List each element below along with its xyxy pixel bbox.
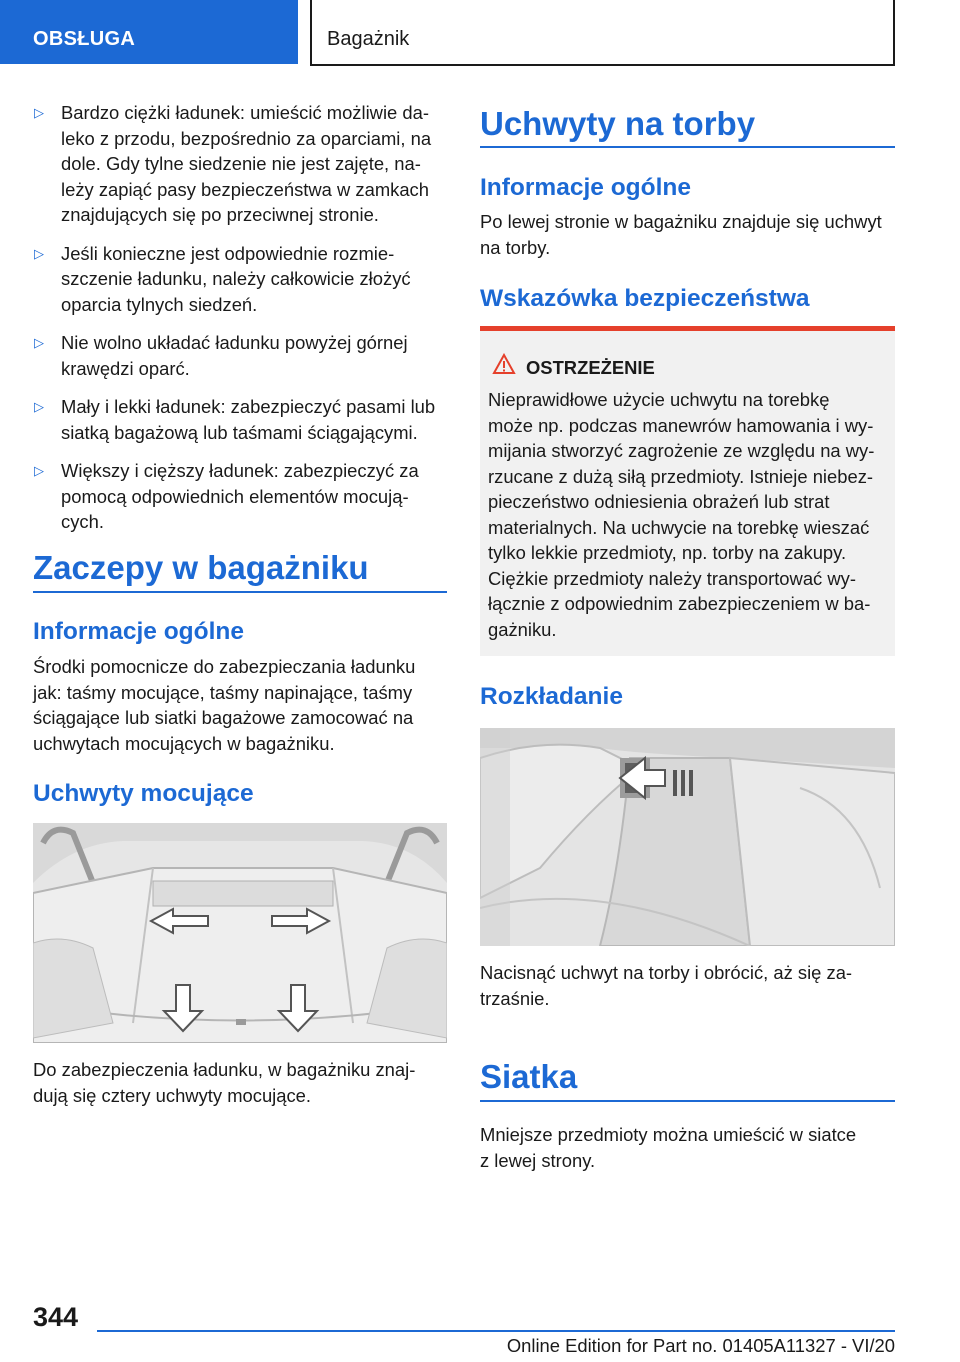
footer-rule	[97, 1330, 895, 1332]
chapter-title: Bagażnik	[327, 28, 410, 50]
bag-hook-figure	[480, 728, 895, 946]
warning-text	[488, 387, 888, 642]
bullet-item	[33, 458, 447, 535]
text-line: krawędzi oparć.	[61, 357, 190, 379]
text-line: ściągające lub siatki bagażowe zamocować na	[33, 707, 414, 728]
warning-triangle-icon	[492, 353, 516, 375]
text-line: oparcia tylnych siedzeń.	[61, 293, 258, 315]
bullet-triangle-icon: ▷	[34, 463, 44, 478]
subheading-info: Informacje ogólne	[480, 174, 692, 201]
text-line: uchwytach mocujących w bagażniku.	[33, 732, 335, 754]
subheading-mounts: Uchwyty mocujące	[33, 780, 254, 807]
section-rule	[480, 1100, 895, 1102]
bullet-item	[33, 394, 447, 445]
text-line: gażniku.	[488, 618, 557, 640]
section-tab	[0, 0, 298, 64]
text-line: leko z przodu, bezpośrednio za oparciami, na	[61, 127, 432, 149]
text-line: Mniejsze przedmioty można umieścić w siatce	[480, 1124, 857, 1145]
bullet-triangle-icon: ▷	[34, 335, 44, 350]
section-title-zaczepy: Zaczepy w bagażniku	[33, 549, 369, 586]
bullet-triangle-icon: ▷	[34, 245, 44, 261]
subheading-safety: Wskazówka bezpieczeństwa	[480, 285, 810, 312]
section-label: OBSŁUGA	[33, 28, 136, 50]
bullet-triangle-icon: ▷	[34, 399, 44, 414]
text-line: cych.	[61, 511, 104, 532]
bullet-item	[33, 330, 447, 381]
cargo-bullet-list	[33, 100, 447, 548]
mounts-caption	[33, 1057, 447, 1108]
trunk-figure	[33, 823, 447, 1043]
warning-title: OSTRZEŻENIE	[526, 357, 655, 378]
text-line: mijania stworzyć zagrożenie ze względu na wy-	[488, 440, 875, 461]
text-line: z lewej strony.	[480, 1149, 596, 1171]
text-line: pieczeństwo odniesienia obrażeń lub strat	[488, 491, 830, 512]
chapter-header	[310, 0, 895, 66]
page-number: 344	[33, 1302, 79, 1332]
trunk-illustration	[33, 823, 447, 1043]
text-line: Nacisnąć uchwyt na torby i obrócić, aż się za-	[480, 962, 853, 983]
text-line: jak: taśmy mocujące, taśmy napinające, taśmy	[33, 681, 413, 703]
bag-hook-illustration	[480, 728, 895, 946]
section-rule	[480, 146, 895, 148]
bullet-triangle-icon: ▷	[34, 105, 44, 120]
text-line: Większy i cięższy ładunek: zabezpieczyć za	[61, 460, 419, 481]
section-title-torby: Uchwyty na torby	[480, 105, 756, 142]
text-line: Po lewej stronie w bagażniku znajduje się uchwyt	[480, 211, 882, 232]
unfold-caption	[480, 960, 895, 1011]
warning-box	[480, 326, 895, 656]
bullet-item	[33, 241, 447, 318]
edition-text: Online Edition for Part no. 01405A11327 - VI/20	[506, 1335, 895, 1356]
text-line: Bardzo ciężki ładunek: umieścić możliwie da-	[61, 102, 429, 123]
text-line: pomocą odpowiednich elementów mocują-	[61, 485, 409, 507]
text-line: Mały i lekki ładunek: zabezpieczyć pasami lub	[61, 396, 436, 417]
text-line: rzucane z dużą siłą przedmioty. Istnieje niebez-	[488, 465, 874, 487]
text-line: leży zapiąć pasy bezpieczeństwa w zamkach	[61, 178, 429, 200]
text-line: może np. podczas manewrów hamowania i wy-	[488, 414, 874, 436]
text-line: trzaśnie.	[480, 987, 550, 1009]
text-line: szczenie ładunku, należy całkowicie złożyć	[61, 268, 411, 289]
text-line: na torby.	[480, 236, 551, 258]
info-text	[480, 209, 895, 260]
text-line: Środki pomocnicze do zabezpieczania ładunku	[33, 656, 416, 677]
info-text	[33, 654, 447, 756]
text-line: tylko lekkie przedmioty, np. torby na zakupy.	[488, 542, 847, 563]
text-line: Nieprawidłowe użycie uchwytu na torebkę	[488, 389, 830, 410]
text-line: materialnych. Na uchwycie na torebkę wieszać	[488, 516, 870, 538]
text-line: znajdujących się po przeciwnej stronie.	[61, 204, 379, 225]
text-line: dole. Gdy tylne siedzenie nie jest zajęte, na-	[61, 153, 421, 174]
net-text	[480, 1122, 895, 1173]
subheading-unfold: Rozkładanie	[480, 683, 623, 710]
section-rule	[33, 591, 447, 593]
text-line: Jeśli konieczne jest odpowiednie rozmie-	[61, 242, 395, 264]
bullet-item	[33, 100, 447, 228]
text-line: Do zabezpieczenia ładunku, w bagażniku znaj-	[33, 1059, 416, 1080]
text-line: siatką bagażową lub taśmami ściągającymi.	[61, 421, 418, 443]
text-line: dują się cztery uchwyty mocujące.	[33, 1084, 312, 1106]
text-line: Nie wolno układać ładunku powyżej górnej	[61, 332, 408, 353]
section-title-siatka: Siatka	[480, 1058, 578, 1095]
text-line: łącznie z odpowiednim zabezpieczeniem w ba-	[488, 593, 871, 614]
subheading-info: Informacje ogólne	[33, 618, 245, 645]
text-line: Ciężkie przedmioty należy transportować wy-	[488, 567, 856, 589]
